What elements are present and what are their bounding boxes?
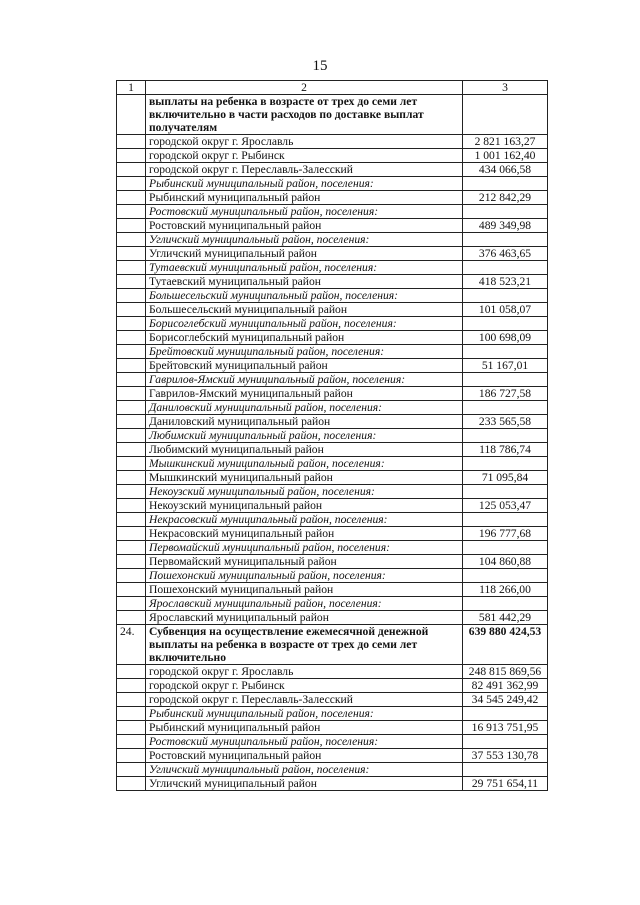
row-label: городской округ г. Рыбинск: [146, 679, 463, 693]
group-heading: Пошехонский муниципальный район, поселения:: [146, 569, 463, 583]
group-heading: Рыбинский муниципальный район, поселения:: [146, 707, 463, 721]
table-row: [117, 345, 548, 359]
row-number: [117, 763, 146, 777]
group-heading: Тутаевский муниципальный район, поселения:: [146, 261, 463, 275]
table-row: [117, 275, 548, 289]
row-label: Пошехонский муниципальный район: [146, 583, 463, 597]
row-number: [117, 471, 146, 485]
row-number: [117, 359, 146, 373]
row-amount: 82 491 362,99: [463, 679, 548, 693]
row-amount: 34 545 249,42: [463, 693, 548, 707]
table-row: [117, 401, 548, 415]
row-number: [117, 429, 146, 443]
row-number: [117, 485, 146, 499]
page-number: 15: [312, 58, 328, 74]
table-row: [117, 415, 548, 429]
row-number: [117, 749, 146, 763]
row-label: Борисоглебский муниципальный район: [146, 331, 463, 345]
table-row: [117, 693, 548, 707]
table-row: [117, 763, 548, 777]
row-label: городской округ г. Переславль-Залесский: [146, 693, 463, 707]
table-row: [117, 569, 548, 583]
row-number: [117, 95, 146, 135]
group-heading: Некрасовский муниципальный район, поселения:: [146, 513, 463, 527]
table-header-row: [117, 81, 548, 95]
row-amount: 418 523,21: [463, 275, 548, 289]
row-label: Мышкинский муниципальный район: [146, 471, 463, 485]
row-number: [117, 679, 146, 693]
header-col-3: 3: [463, 81, 548, 95]
row-number: [117, 415, 146, 429]
row-number: [117, 303, 146, 317]
row-amount: [463, 373, 548, 387]
table-row: [117, 303, 548, 317]
row-label: Первомайский муниципальный район: [146, 555, 463, 569]
row-amount: 212 842,29: [463, 191, 548, 205]
table-row: [117, 219, 548, 233]
group-heading: Любимский муниципальный район, поселения:: [146, 429, 463, 443]
row-amount: 101 058,07: [463, 303, 548, 317]
budget-table: [116, 80, 548, 791]
table-row: [117, 261, 548, 275]
row-number: [117, 205, 146, 219]
group-heading: Некоузский муниципальный район, поселения:: [146, 485, 463, 499]
row-number: [117, 513, 146, 527]
row-amount: [463, 735, 548, 749]
row-amount: 581 442,29: [463, 611, 548, 625]
row-amount: [463, 707, 548, 721]
table-row: [117, 177, 548, 191]
row-amount: [463, 177, 548, 191]
table-row: [117, 485, 548, 499]
row-amount: 248 815 869,56: [463, 665, 548, 679]
table-row: [117, 149, 548, 163]
row-amount: [463, 763, 548, 777]
table-row: [117, 597, 548, 611]
row-amount: 2 821 163,27: [463, 135, 548, 149]
row-number: [117, 261, 146, 275]
row-amount: 376 463,65: [463, 247, 548, 261]
row-number: [117, 177, 146, 191]
row-amount: 186 727,58: [463, 387, 548, 401]
group-heading: Даниловский муниципальный район, поселения:: [146, 401, 463, 415]
table-row: [117, 373, 548, 387]
row-number: [117, 707, 146, 721]
row-number: [117, 597, 146, 611]
row-number: [117, 149, 146, 163]
table-row: [117, 429, 548, 443]
group-heading: Большесельский муниципальный район, поселения:: [146, 289, 463, 303]
row-label: Рыбинский муниципальный район: [146, 191, 463, 205]
row-amount: [463, 233, 548, 247]
row-amount: [463, 261, 548, 275]
row-amount: 1 001 162,40: [463, 149, 548, 163]
group-heading: Мышкинский муниципальный район, поселения:: [146, 457, 463, 471]
row-label: городской округ г. Переславль-Залесский: [146, 163, 463, 177]
row-number: [117, 555, 146, 569]
row-amount: [463, 597, 548, 611]
row-number: [117, 443, 146, 457]
table-row: [117, 289, 548, 303]
row-number: [117, 233, 146, 247]
row-number: [117, 345, 146, 359]
table-row: [117, 233, 548, 247]
row-number: [117, 457, 146, 471]
row-amount: 51 167,01: [463, 359, 548, 373]
table-row: [117, 205, 548, 219]
row-amount: 118 786,74: [463, 443, 548, 457]
table-row: [117, 387, 548, 401]
row-number: [117, 163, 146, 177]
row-number: [117, 317, 146, 331]
row-label: Ярославский муниципальный район: [146, 611, 463, 625]
table-row: [117, 527, 548, 541]
row-number: [117, 135, 146, 149]
header-col-2: 2: [146, 81, 463, 95]
table-row: [117, 611, 548, 625]
row-number: [117, 569, 146, 583]
row-label: Угличский муниципальный район: [146, 247, 463, 261]
row-amount: [463, 289, 548, 303]
row-label: Любимский муниципальный район: [146, 443, 463, 457]
row-label: Тутаевский муниципальный район: [146, 275, 463, 289]
row-amount: [463, 401, 548, 415]
row-label: Брейтовский муниципальный район: [146, 359, 463, 373]
table-row: [117, 443, 548, 457]
header-col-1: 1: [117, 81, 146, 95]
row-number: [117, 693, 146, 707]
row-amount: 639 880 424,53: [463, 625, 548, 665]
row-number: [117, 387, 146, 401]
row-label: Даниловский муниципальный район: [146, 415, 463, 429]
row-amount: 125 053,47: [463, 499, 548, 513]
table-row: [117, 95, 548, 135]
table-row: [117, 665, 548, 679]
row-amount: [463, 541, 548, 555]
table-row: [117, 735, 548, 749]
row-amount: [463, 95, 548, 135]
row-label: Рыбинский муниципальный район: [146, 721, 463, 735]
row-number: [117, 583, 146, 597]
row-number: [117, 373, 146, 387]
row-label: Гаврилов-Ямский муниципальный район: [146, 387, 463, 401]
row-label: Некоузский муниципальный район: [146, 499, 463, 513]
section-title: выплаты на ребенка в возрасте от трех до семи лет включительно в части расходов по доставке выплат получателям: [146, 95, 463, 135]
row-amount: 71 095,84: [463, 471, 548, 485]
table-body: [117, 81, 548, 791]
row-label: городской округ г. Ярославль: [146, 665, 463, 679]
row-label: городской округ г. Рыбинск: [146, 149, 463, 163]
row-amount: 37 553 130,78: [463, 749, 548, 763]
table-row: [117, 777, 548, 791]
row-number: [117, 541, 146, 555]
row-amount: 16 913 751,95: [463, 721, 548, 735]
group-heading: Первомайский муниципальный район, поселения:: [146, 541, 463, 555]
row-number: [117, 735, 146, 749]
row-amount: 489 349,98: [463, 219, 548, 233]
row-amount: [463, 485, 548, 499]
group-heading: Рыбинский муниципальный район, поселения:: [146, 177, 463, 191]
row-number: [117, 331, 146, 345]
row-amount: [463, 205, 548, 219]
table-row: [117, 317, 548, 331]
group-heading: Брейтовский муниципальный район, поселения:: [146, 345, 463, 359]
row-number: [117, 247, 146, 261]
table-row: [117, 679, 548, 693]
group-heading: Угличский муниципальный район, поселения:: [146, 763, 463, 777]
row-label: Ростовский муниципальный район: [146, 749, 463, 763]
table-row: [117, 625, 548, 665]
row-amount: [463, 457, 548, 471]
table-row: [117, 247, 548, 261]
table-row: [117, 541, 548, 555]
row-amount: 118 266,00: [463, 583, 548, 597]
row-number: [117, 499, 146, 513]
table-row: [117, 163, 548, 177]
row-amount: [463, 345, 548, 359]
row-number: [117, 275, 146, 289]
group-heading: Ростовский муниципальный район, поселения:: [146, 205, 463, 219]
table-row: [117, 135, 548, 149]
row-number: [117, 527, 146, 541]
row-number: [117, 611, 146, 625]
table-row: [117, 749, 548, 763]
table-row: [117, 471, 548, 485]
group-heading: Ярославский муниципальный район, поселения:: [146, 597, 463, 611]
table-row: [117, 707, 548, 721]
group-heading: Гаврилов-Ямский муниципальный район, поселения:: [146, 373, 463, 387]
table-row: [117, 555, 548, 569]
row-number: [117, 289, 146, 303]
row-amount: 100 698,09: [463, 331, 548, 345]
row-amount: 233 565,58: [463, 415, 548, 429]
row-label: городской округ г. Ярославль: [146, 135, 463, 149]
table-row: [117, 583, 548, 597]
table-row: [117, 721, 548, 735]
row-number: [117, 721, 146, 735]
group-heading: Ростовский муниципальный район, поселения:: [146, 735, 463, 749]
table-row: [117, 331, 548, 345]
row-number: [117, 665, 146, 679]
row-number: 24.: [117, 625, 146, 665]
row-amount: [463, 429, 548, 443]
group-heading: Борисоглебский муниципальный район, поселения:: [146, 317, 463, 331]
section-title: Субвенция на осуществление ежемесячной денежной выплаты на ребенка в возрасте от трех до семи лет включительно: [146, 625, 463, 665]
row-amount: 104 860,88: [463, 555, 548, 569]
row-amount: [463, 513, 548, 527]
row-amount: [463, 569, 548, 583]
row-label: Некрасовский муниципальный район: [146, 527, 463, 541]
table-row: [117, 457, 548, 471]
row-label: Угличский муниципальный район: [146, 777, 463, 791]
row-amount: 434 066,58: [463, 163, 548, 177]
row-amount: [463, 317, 548, 331]
group-heading: Угличский муниципальный район, поселения:: [146, 233, 463, 247]
table-row: [117, 499, 548, 513]
row-number: [117, 219, 146, 233]
row-label: Ростовский муниципальный район: [146, 219, 463, 233]
row-number: [117, 401, 146, 415]
row-number: [117, 191, 146, 205]
row-amount: 29 751 654,11: [463, 777, 548, 791]
table-row: [117, 513, 548, 527]
row-number: [117, 777, 146, 791]
table-row: [117, 359, 548, 373]
row-label: Большесельский муниципальный район: [146, 303, 463, 317]
row-amount: 196 777,68: [463, 527, 548, 541]
table-row: [117, 191, 548, 205]
